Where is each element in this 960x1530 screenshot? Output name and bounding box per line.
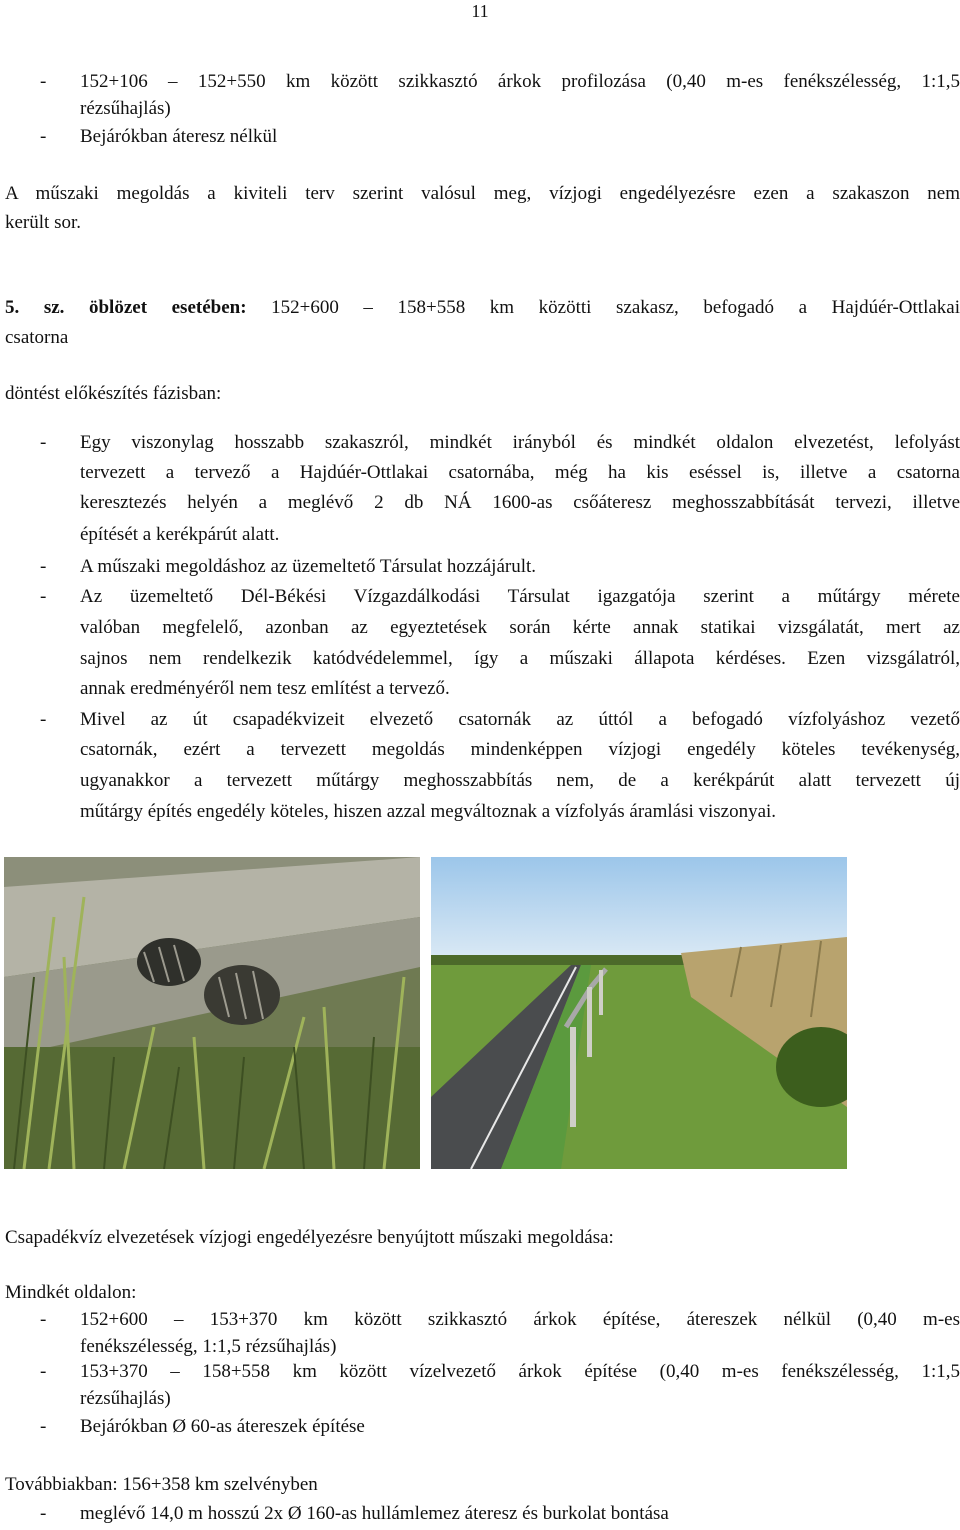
- bullet-dash: -: [40, 586, 47, 607]
- bullet-line: 153+370 – 158+558 km között vízelvezető árkok építése (0,40 m-es fenékszélesség, 1:1,5: [80, 1361, 960, 1382]
- bullet-dash: -: [40, 556, 47, 577]
- bullet-line: meglévő 14,0 m hosszú 2x Ø 160-as hullámlemez áteresz és burkolat bontása: [80, 1503, 669, 1524]
- bullet-line: fenékszélesség, 1:1,5 rézsűhajlás): [80, 1336, 337, 1357]
- bullet-line: Mivel az út csapadékvizeit elvezető csatornák az úttól a befogadó vízfolyáshoz vezető: [80, 709, 960, 730]
- bullet-line: csatornák, ezért a tervezett megoldás mindenképpen vízjogi engedély köteles tevékenység,: [80, 739, 960, 760]
- road-photo: [431, 857, 847, 1169]
- page-number: 11: [471, 1, 489, 21]
- paragraph-line: került sor.: [5, 212, 81, 233]
- both-sides-label: Mindkét oldalon:: [5, 1282, 137, 1303]
- bullet-dash: -: [40, 1361, 47, 1382]
- bullet-line: annak eredményéről nem tesz említést a tervező.: [80, 678, 450, 699]
- bullet-dash: -: [40, 71, 47, 92]
- submitted-title: Csapadékvíz elvezetések vízjogi engedélyezésre benyújtott műszaki megoldása:: [5, 1227, 614, 1248]
- further-label: Továbbiakban: 156+358 km szelvényben: [5, 1474, 318, 1495]
- bullet-line: építését a kerékpárút alatt.: [80, 524, 280, 545]
- bullet-dash: -: [40, 126, 47, 147]
- bullet-dash: -: [40, 709, 47, 730]
- section-heading-bold: 5. sz. öblözet esetében:: [5, 297, 247, 318]
- bullet-line: Bejárókban áteresz nélkül: [80, 126, 278, 147]
- bullet-line: tervezett a tervező a Hajdúér-Ottlakai csatornába, még ha kis eséssel is, illetve a csatorna: [80, 462, 960, 483]
- bullet-dash: -: [40, 1503, 47, 1524]
- section-heading-line2: csatorna: [5, 327, 69, 348]
- bullet-line: Az üzemeltető Dél-Békési Vízgazdálkodási Társulat igazgatója szerint a műtárgy mérete: [80, 586, 960, 607]
- bullet-line: sajnos nem rendelkezik katódvédelemmel, így a műszaki állapota kérdéses. Ezen vizsgálatról,: [80, 648, 960, 669]
- bullet-line: keresztezés helyén a meglévő 2 db NÁ 1600-as csőáteresz meghosszabbítását tervezi, illetve: [80, 492, 960, 513]
- bullet-line: Bejárókban Ø 60-as átereszek építése: [80, 1416, 365, 1437]
- bullet-line: A műszaki megoldáshoz az üzemeltető Társulat hozzájárult.: [80, 556, 537, 577]
- bullet-line: 152+600 – 153+370 km között szikkasztó árkok építése, átereszek nélkül (0,40 m-es: [80, 1309, 960, 1330]
- phase-label: döntést előkészítés fázisban:: [5, 383, 222, 404]
- bullet-dash: -: [40, 432, 47, 453]
- culvert-photo: [4, 857, 420, 1169]
- section-heading-rest: 152+600 – 158+558 km közötti szakasz, befogadó a Hajdúér-Ottlakai: [246, 297, 960, 318]
- paragraph-line: A műszaki megoldás a kiviteli terv szerint valósul meg, vízjogi engedélyezésre ezen a szakaszon nem: [5, 183, 960, 204]
- bullet-line: rézsűhajlás): [80, 98, 171, 119]
- bullet-dash: -: [40, 1309, 47, 1330]
- bullet-line: műtárgy építés engedély köteles, hiszen azzal megváltoznak a vízfolyás áramlási viszonyai.: [80, 801, 777, 822]
- bullet-line: rézsűhajlás): [80, 1388, 171, 1409]
- bullet-line: Egy viszonylag hosszabb szakaszról, mindkét irányból és mindkét oldalon elvezetést, lefolyást: [80, 432, 960, 453]
- bullet-dash: -: [40, 1416, 47, 1437]
- bullet-line: valóban megfelelő, azonban az egyeztetések során kérte annak statikai vizsgálatát, mert az: [80, 617, 960, 638]
- bullet-line: 152+106 – 152+550 km között szikkasztó árkok profilozása (0,40 m-es fenékszélesség, 1:1,5: [80, 71, 960, 92]
- bullet-line: ugyanakkor a tervezett műtárgy meghosszabbítás nem, de a kerékpárút alatt tervezett új: [80, 770, 960, 791]
- section-heading: [5, 297, 960, 319]
